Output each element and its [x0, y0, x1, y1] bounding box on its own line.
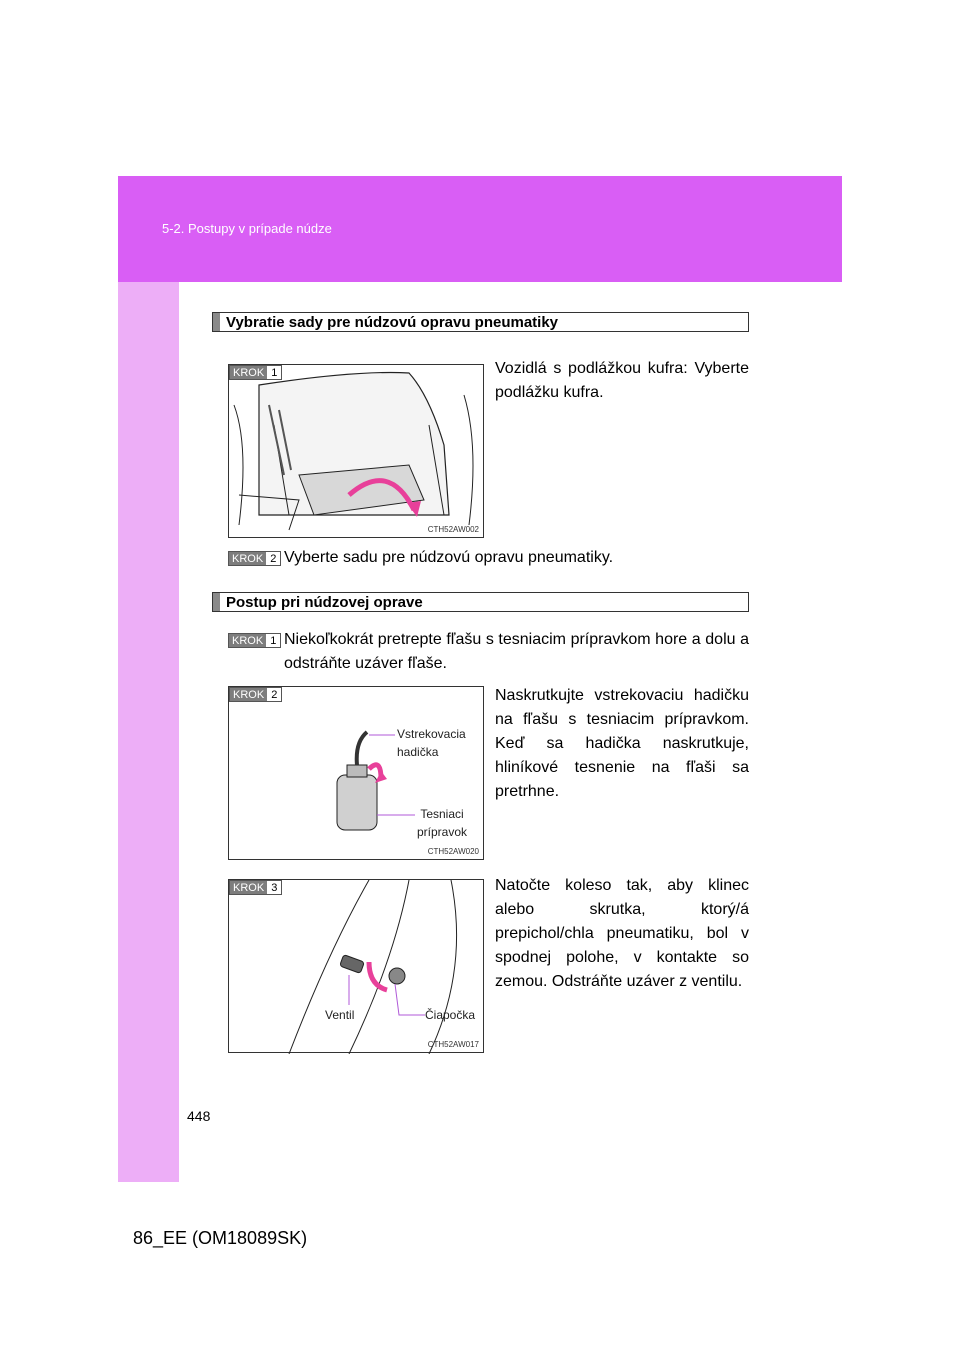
label-hose: Vstrekovacia hadička	[397, 727, 466, 759]
label-cap: Čiapočka	[425, 1008, 476, 1022]
figure-code: CTH52AW017	[427, 1040, 479, 1049]
step-badge: KROK 1	[229, 365, 282, 380]
step-badge: KROK 2	[228, 551, 281, 566]
figure-code: CTH52AW020	[427, 847, 479, 856]
valve-illustration	[229, 880, 485, 1054]
section-title-kit-removal	[212, 312, 749, 332]
figure-code: CTH52AW002	[427, 525, 479, 534]
step-text: Vozidlá s podlážkou kufra: Vyberte podlážku kufra.	[495, 360, 749, 401]
figure-bottle	[228, 686, 484, 860]
trunk-illustration	[229, 365, 485, 539]
section-title-text: Postup pri núdzovej oprave	[226, 594, 423, 611]
page-number: 448	[187, 1108, 211, 1124]
step-text: Natočte koleso tak, aby klinec alebo skrutka, ktorý/á prepichol/chla pneumatiku, bol v spodnej polohe, v kontakte so zemou. Odstráňte uzáver z ventilu.	[495, 877, 749, 990]
step-badge: KROK 1	[228, 633, 281, 648]
step-text: Naskrutkujte vstrekovaciu hadičku na fľašu s tesniacim prípravkom. Keď sa hadička naskrutkuje, hliníkové tesnenie na fľaši sa pretrhne.	[495, 687, 749, 800]
figure-valve	[228, 879, 484, 1053]
label-valve: Ventil	[325, 1008, 355, 1022]
section-title-text: Vybratie sady pre núdzovú opravu pneumatiky	[226, 314, 559, 331]
figure-trunk	[228, 364, 484, 538]
step-badge: KROK 3	[229, 880, 282, 895]
manual-code: 86_EE (OM18089SK)	[133, 1228, 308, 1248]
step-text: Niekoľkokrát pretrepte fľašu s tesniacim prípravkom hore a dolu a odstráňte uzáver fľaše.	[284, 631, 749, 672]
step-badge: KROK 2	[229, 687, 282, 702]
section-title-procedure	[212, 592, 749, 612]
step-text: Vyberte sadu pre núdzovú opravu pneumatiky.	[284, 549, 614, 566]
label-sealant: Tesniaci prípravok	[417, 807, 468, 839]
breadcrumb: 5-2. Postupy v prípade núdze	[162, 221, 332, 236]
side-band	[118, 282, 179, 1182]
